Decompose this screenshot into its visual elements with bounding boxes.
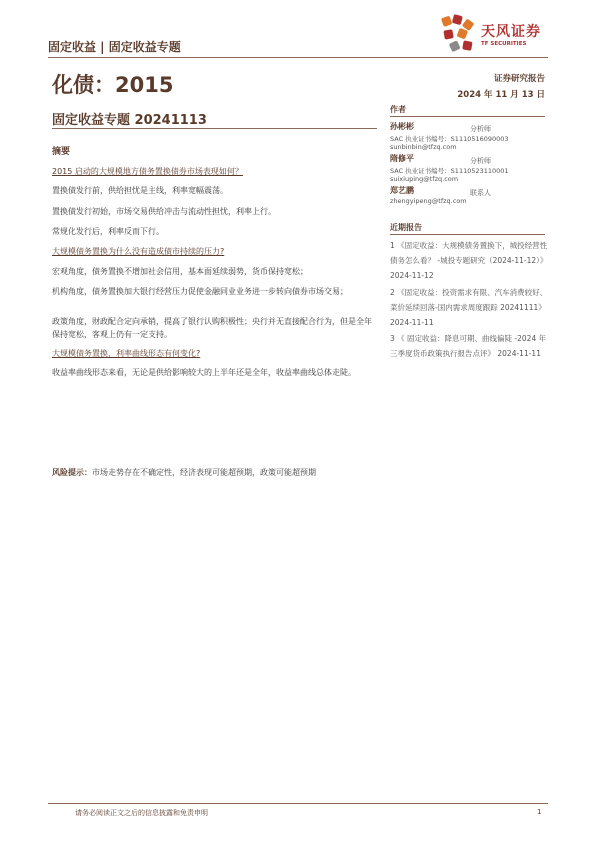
header-divider (48, 57, 548, 58)
author-email[interactable]: sunbinbin@tfzq.com (390, 143, 457, 151)
author-role: 联系人 (470, 189, 491, 197)
author-cert: SAC 执业证书编号：S1110516090003 (390, 135, 509, 143)
question-text: 2015 启动的大规模地方债务置换债券市场表现如何？ (52, 167, 243, 176)
page-number: 1 (537, 808, 542, 816)
author-role: 分析师 (470, 125, 491, 133)
author-email[interactable]: zhengyipeng@tfzq.com (390, 197, 467, 205)
risk-label: 风险提示： (52, 468, 92, 477)
author-name: 孙彬彬 (390, 122, 414, 131)
authors-divider (390, 116, 545, 117)
abstract-paragraph: 收益率曲线形态来看，无论是供给影响较大的上半年还是全年，收益率曲线总体走陡。 (52, 368, 356, 377)
author-name: 郑艺鹏 (390, 186, 414, 195)
footer-disclaimer: 请务必阅读正文之后的信息披露和免责申明 (75, 809, 208, 817)
logo-name-en: TF SECURITIES (481, 41, 527, 47)
author-name: 隋修平 (390, 154, 414, 163)
abstract-paragraph: 宏观角度，债务置换不增加社会信用，基本面延续弱势，货币保持宽松； (52, 267, 308, 276)
report-title: 化债：2015 (52, 73, 174, 97)
abstract-paragraph: 置换债发行初始，市场交易供给冲击与流动性担忧，利率上行。 (52, 207, 276, 216)
author-email[interactable]: suixiuping@tfzq.com (390, 175, 459, 183)
risk-warning (52, 466, 377, 479)
recent-reports-divider (390, 234, 545, 235)
recent-report-item[interactable]: 3 《 固定收益：降息可期、曲线偏陡 -2024 年三季度货币政策执行报告点评》 2024-11-11 (390, 334, 547, 358)
footer-divider (48, 803, 548, 804)
risk-text: 市场走势存在不确定性，经济表现可能超预期，政策可能超预期 (92, 468, 316, 477)
abstract-question-2 (52, 245, 377, 258)
abstract-paragraph: 政策角度，财政配合定向承销，提高了银行认购积极性；央行并无直接配合行为，但是全年保持宽松，客观上仍有一定支持。 (52, 317, 372, 339)
abstract-paragraph: 常规化发行后，利率反而下行。 (52, 227, 164, 236)
recent-report-item[interactable]: 2 《固定收益：投资需求有限、汽车消费较好、菜价延续回落-国内需求周度跟踪 20241111》 2024-11-11 (390, 288, 548, 327)
abstract-paragraph: 置换债发行前，供给担忧是主线，利率宽幅震荡。 (52, 186, 228, 195)
report-subtitle: 固定收益专题 20241113 (52, 113, 207, 128)
header-section: 固定收益 | 固定收益专题 (48, 40, 181, 54)
report-type: 证券研究报告 (493, 74, 545, 84)
abstract-question-3 (52, 347, 377, 360)
author-role: 分析师 (470, 157, 491, 165)
question-text: 大规模债务置换为什么没有造成债市持续的压力? (52, 247, 225, 256)
author-cert: SAC 执业证书编号：S1110523110001 (390, 167, 509, 175)
subtitle-divider (52, 128, 377, 129)
logo-name-cn: 天风证券 (481, 24, 541, 40)
recent-reports-heading: 近期报告 (390, 223, 422, 232)
abstract-paragraph: 机构角度，债务置换加大银行经营压力促使金融同业业务进一步转向债券市场交易； (52, 287, 348, 296)
report-date: 2024 年 11 月 13 日 (457, 90, 545, 100)
abstract-heading: 摘要 (52, 147, 71, 157)
question-text: 大规模债务置换，利率曲线形态有何变化? (52, 349, 201, 358)
recent-report-item[interactable]: 1 《固定收益：大规模债务置换下，城投经营性债务怎么看？ -城投专题研究（2024-11-12）》 2024-11-12 (390, 241, 548, 280)
authors-heading: 作者 (390, 105, 406, 114)
abstract-question-1 (52, 165, 377, 178)
tf-logo-icon (438, 14, 482, 56)
